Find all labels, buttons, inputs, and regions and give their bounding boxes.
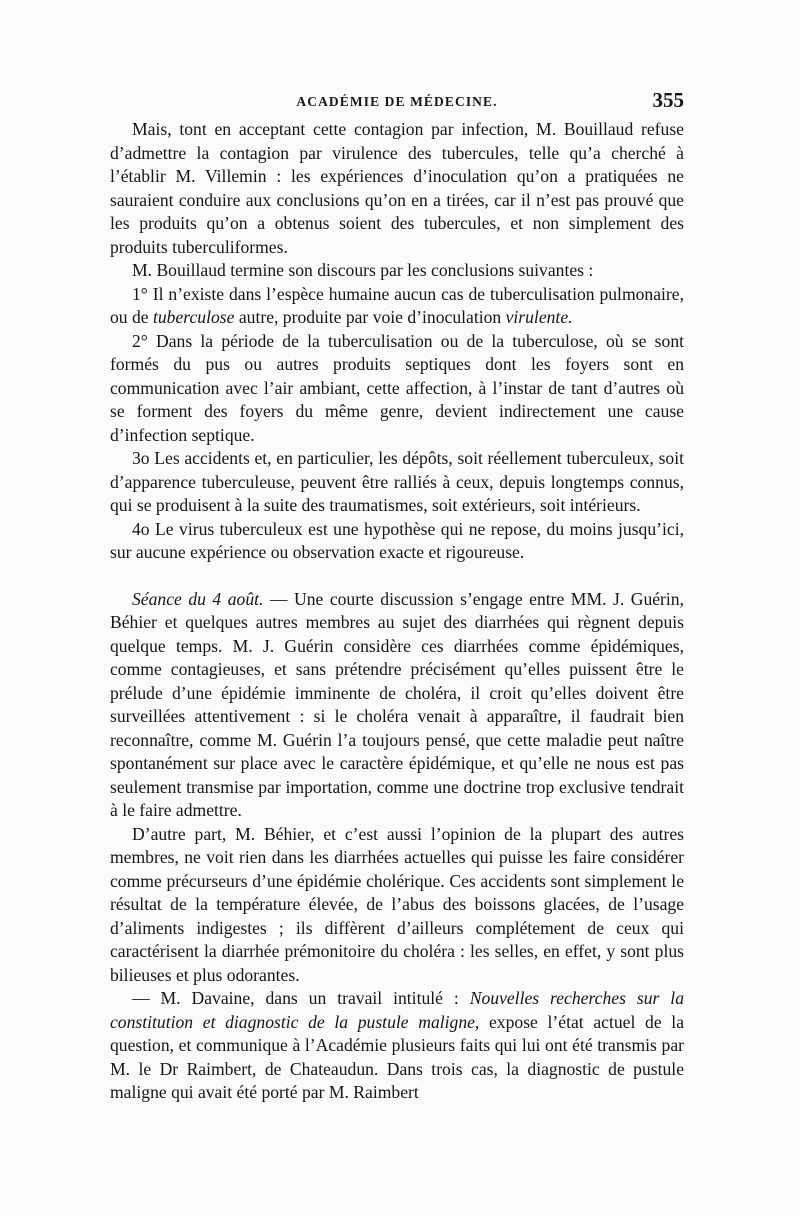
running-head xyxy=(110,88,684,118)
italic-run: virulente. xyxy=(505,307,573,327)
text-run: autre, produite par voie d’inoculation xyxy=(234,307,506,327)
italic-run: Séance du 4 août. xyxy=(132,588,264,609)
italic-run: Nouvelles recherches sur la constitution et diagnostic de la pustule maligne, xyxy=(110,988,684,1032)
italic-run: tuberculose xyxy=(153,307,235,327)
paragraph xyxy=(110,259,684,283)
page-number: 355 xyxy=(652,88,684,112)
text-run: — Une courte discussion s’engage entre MM. J. Guérin, Béhier et quelques autres membres au sujet des diarrhées qui règnent depuis quelque temps. M. J. Guérin considère ces diarrhées comme épidémiques, comme contagieuses, et sans prétendre précisément qu’elles puissent être le prélude d’une épidémie imminente de choléra, il croit qu’elles doivent être surveillées attentivement : si le choléra venait à apparaître, il faudrait bien reconnaître, comme M. Guérin l’a toujours pensé, que cette maladie peut naître spontanément sur place avec le caractère épidémique, et qu’elle ne nous est pas seulement transmise par importation, comme une doctrine trop exclusive tendrait à le faire admettre. xyxy=(110,588,684,820)
text-run: 4o Le virus tuberculeux est une hypothèse qui ne repose, du moins jusqu’ici, sur aucune expérience ou observation exacte et rigoureuse. xyxy=(110,518,684,562)
paragraph xyxy=(110,283,684,330)
paragraph xyxy=(110,330,684,448)
paragraph xyxy=(110,447,684,518)
text-run: expose l’état actuel de la question, et communique à l’Académie plusieurs faits qui lui ont été transmis par M. le Dr Raimbert, de Chateaudun. Dans trois cas, la diagnostic de pustule maligne qui avait été porté par M. Raimbert xyxy=(110,1011,684,1102)
text-run: 2° Dans la période de la tuberculisation ou de la tuberculose, où se sont formés du pus ou autres produits septiques dont les foyers sont en communication avec l’air ambiant, cette affection, à l’instar de tant d’autres où se forment des foyers du même genre, devient indirectement une cause d’infection septique. xyxy=(110,330,684,445)
text-run: Mais, tont en acceptant cette contagion par infection, M. Bouillaud refuse d’admettre la contagion par virulence des tubercules, telle qu’a cherché à l’établir M. Villemin : les expériences d’inoculation qu’on a pratiquées ne sauraient conduire aux conclusions qu’on en a tirées, car il n’est pas prouvé que les produits qu’on a obtenus soient des tubercules, et non simplement des produits tuberculiformes. xyxy=(110,119,684,257)
text-run: — M. Davaine, dans un travail intitulé : xyxy=(132,988,470,1008)
paragraph xyxy=(110,118,684,259)
text-run: 1° Il n’existe dans l’espèce humaine aucun cas de tuberculisation pulmonaire, ou de xyxy=(110,283,684,327)
text-run: 3o Les accidents et, en particulier, les dépôts, soit réellement tuberculeux, soit d’apparence tuberculeuse, peuvent être ralliés à ceux, depuis longtemps connus, qui se produisent à la suite des traumatismes, soit extérieurs, soit intérieurs. xyxy=(110,448,684,515)
paragraph xyxy=(110,823,684,988)
paragraph xyxy=(110,588,684,823)
text-run: D’autre part, M. Béhier, et c’est aussi l’opinion de la plupart des autres membres, ne voit rien dans les diarrhées actuelles qui puisse les faire considérer comme précurseurs d’une épidémie cholérique. Ces accidents sont simplement le résultat de la température élevée, de l’abus des boissons glacées, de l’usage d’aliments indigestes ; ils diffèrent d’ailleurs complétement de ceux qui caractérisent la diarrhée prémonitoire du choléra : les selles, en effet, y sont plus bilieuses et plus odorantes. xyxy=(110,823,684,985)
text-run: M. Bouillaud termine son discours par les conclusions suivantes : xyxy=(132,260,594,280)
body-text xyxy=(110,118,684,1105)
running-title: ACADÉMIE DE MÉDECINE. xyxy=(296,94,498,109)
paragraph xyxy=(110,518,684,565)
paragraph xyxy=(110,987,684,1105)
book-page xyxy=(110,88,684,1188)
